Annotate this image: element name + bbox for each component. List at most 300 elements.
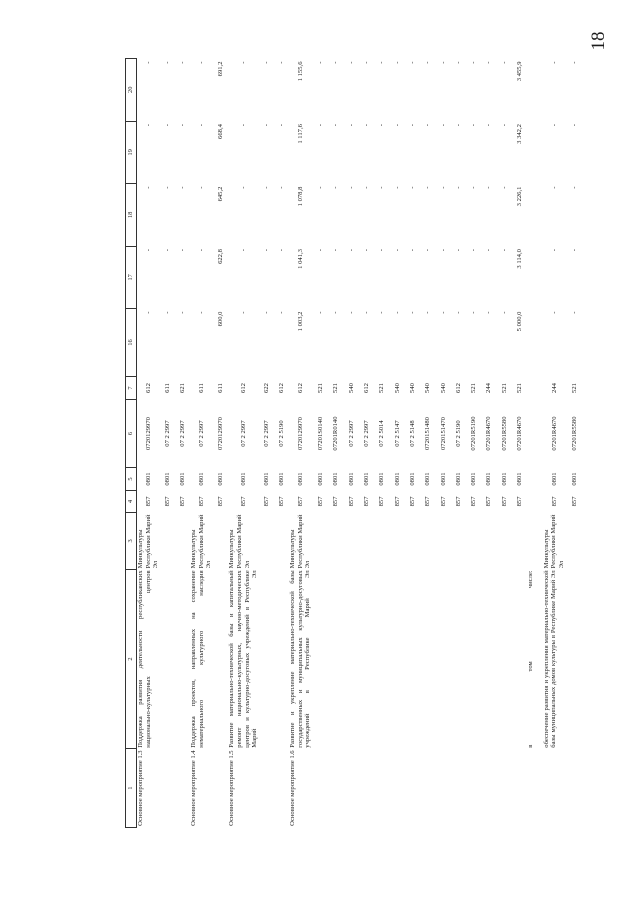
amount-col-16: -: [393, 311, 401, 314]
amount-col-19: -: [424, 124, 432, 127]
activity-description: [274, 569, 289, 748]
header-cell: 19: [126, 121, 137, 183]
amount-col-19: -: [363, 124, 371, 127]
amount-col-20: -: [485, 61, 493, 64]
code-section: 0801: [454, 472, 462, 486]
activity-name: Основное мероприятие 1.6: [289, 750, 297, 826]
activity-description: [344, 569, 359, 748]
table-row: [289, 59, 313, 828]
amount-col-16: -: [277, 311, 285, 314]
header-cell: 17: [126, 246, 137, 308]
amount-col-20: -: [363, 61, 371, 64]
amount-col-19: -: [439, 124, 447, 127]
amount-col-19: -: [550, 124, 558, 127]
budget-table: [125, 58, 582, 828]
code-expense-type: 622: [262, 383, 270, 393]
amount-col-16: 1 003,2: [297, 311, 305, 332]
amount-col-20: [527, 59, 542, 122]
amount-col-18: -: [470, 186, 478, 189]
header-cell: 7: [126, 376, 137, 399]
amount-col-16: -: [332, 311, 340, 314]
code-section: 0801: [163, 472, 171, 486]
responsible-executor: [512, 512, 527, 569]
amount-col-19: -: [454, 124, 462, 127]
header-cell: 18: [126, 184, 137, 246]
amount-col-17: -: [363, 249, 371, 252]
table-row: [390, 59, 405, 828]
code-section: 0801: [550, 472, 558, 486]
table-row: [313, 59, 328, 828]
amount-col-16: -: [439, 311, 447, 314]
code-grbs: 857: [424, 496, 432, 507]
amount-col-19: -: [500, 124, 508, 127]
amount-col-19: [527, 121, 542, 183]
code-target-article: 07 2 5190: [277, 420, 285, 447]
code-section: 0801: [317, 472, 325, 486]
code-target-article: 0720151470: [439, 417, 447, 451]
activity-name: [451, 749, 466, 828]
amount-col-18: -: [332, 186, 340, 189]
activity-name: [259, 749, 274, 828]
code-target-article: 07 2 5148: [408, 420, 416, 447]
responsible-executor: Минкультуры Республики Марий Эл: [289, 514, 312, 569]
responsible-executor: Минкультуры Республики Марий Эл: [137, 514, 160, 569]
code-target-article: 07201R4670: [515, 416, 523, 451]
activity-name: [213, 749, 228, 828]
table-row: [512, 59, 527, 828]
code-section: 0801: [216, 472, 224, 486]
amount-col-20: -: [317, 61, 325, 64]
code-grbs: 857: [277, 496, 285, 507]
table-row: [344, 59, 359, 828]
code-section: 0801: [144, 472, 152, 486]
activity-description: Поддержка проектов, направленных на сохранение нематериального культурного наследия: [190, 570, 205, 748]
amount-col-16: -: [144, 311, 152, 314]
amount-col-19: 3 342,2: [515, 124, 523, 144]
responsible-executor: Минкультуры Республики Марий Эл: [228, 514, 251, 569]
amount-col-19: -: [317, 124, 325, 127]
amount-col-20: -: [262, 61, 270, 64]
amount-col-17: 3 114,0: [515, 249, 523, 269]
table-row: [359, 59, 374, 828]
code-grbs: 857: [500, 496, 508, 507]
amount-col-19: -: [163, 124, 171, 127]
amount-col-20: -: [144, 61, 152, 64]
amount-col-20: -: [347, 61, 355, 64]
header-cell: 2: [126, 569, 137, 748]
code-section: 0801: [515, 472, 523, 486]
code-expense-type: 521: [332, 383, 340, 393]
code-target-article: 0720151480: [424, 417, 432, 451]
amount-col-19: -: [393, 124, 401, 127]
activity-description: [359, 569, 374, 748]
table-row: [436, 59, 451, 828]
code-grbs: 857: [239, 496, 247, 507]
code-expense-type: 612: [239, 383, 247, 393]
code-grbs: 857: [178, 496, 186, 507]
code-expense-type: 521: [570, 383, 578, 393]
header-cell: 16: [126, 309, 137, 377]
code-section: 0801: [500, 472, 508, 486]
amount-col-18: -: [570, 186, 578, 189]
activity-name: [497, 749, 512, 828]
code-section: 0801: [470, 472, 478, 486]
table-row: [527, 59, 542, 828]
code-expense-type: 621: [178, 383, 186, 393]
code-section: 0801: [570, 472, 578, 486]
activity-description: [451, 569, 466, 748]
amount-col-16: -: [424, 311, 432, 314]
amount-col-19: -: [347, 124, 355, 127]
amount-col-16: -: [178, 311, 186, 314]
code-section: 0801: [378, 472, 386, 486]
amount-col-18: -: [408, 186, 416, 189]
header-cell: 1: [126, 749, 137, 828]
code-grbs: 857: [216, 496, 224, 507]
code-target-article: 0720129970: [297, 417, 305, 451]
amount-col-19: -: [378, 124, 386, 127]
table-row: [160, 59, 175, 828]
amount-col-20: 3 455,9: [515, 61, 523, 82]
table-row: [329, 59, 344, 828]
code-target-article: 07201R5580: [570, 416, 578, 451]
amount-col-17: -: [262, 249, 270, 252]
code-expense-type: 540: [408, 383, 416, 393]
code-grbs: 857: [347, 496, 355, 507]
code-section: 0801: [332, 472, 340, 486]
amount-col-20: -: [178, 61, 186, 64]
responsible-executor: [274, 512, 289, 569]
activity-name: [482, 749, 497, 828]
code-grbs: 857: [197, 496, 205, 507]
activity-name: [543, 749, 567, 828]
code-expense-type: 612: [144, 383, 152, 393]
amount-col-20: -: [454, 61, 462, 64]
code-grbs: 857: [454, 496, 462, 507]
code-grbs: 857: [485, 496, 493, 507]
amount-col-19: -: [470, 124, 478, 127]
activity-name: [274, 749, 289, 828]
amount-col-17: -: [197, 249, 205, 252]
amount-col-16: -: [347, 311, 355, 314]
amount-col-20: -: [439, 61, 447, 64]
activity-description: в том числе:: [527, 570, 535, 748]
code-grbs: 857: [332, 496, 340, 507]
code-target-article: 07 2 2997: [347, 420, 355, 447]
code-target-article: 07 2 2997: [363, 420, 371, 447]
code-target-article: 07 2 2997: [197, 420, 205, 447]
activity-description: [313, 569, 328, 748]
code-section: 0801: [297, 472, 305, 486]
code-expense-type: 612: [277, 383, 285, 393]
header-cell: 20: [126, 59, 137, 122]
amount-col-20: -: [570, 61, 578, 64]
responsible-executor: [359, 512, 374, 569]
activity-description: [175, 569, 190, 748]
code-expense-type: 244: [550, 383, 558, 393]
amount-col-18: -: [393, 186, 401, 189]
code-grbs: 857: [363, 496, 371, 507]
code-target-article: 07 2 5014: [378, 420, 386, 447]
code-grbs: 857: [163, 496, 171, 507]
code-grbs: 857: [408, 496, 416, 507]
activity-name: [329, 749, 344, 828]
activity-name: [527, 749, 542, 828]
amount-col-16: -: [408, 311, 416, 314]
table-row: [405, 59, 420, 828]
code-section: 0801: [485, 472, 493, 486]
amount-col-17: -: [239, 249, 247, 252]
amount-col-20: -: [393, 61, 401, 64]
activity-name: [175, 749, 190, 828]
responsible-executor: [160, 512, 175, 569]
code-target-article: 07 2 2997: [163, 420, 171, 447]
table-row: [175, 59, 190, 828]
amount-col-20: -: [239, 61, 247, 64]
activity-description: [160, 569, 175, 748]
table-row: [482, 59, 497, 828]
table-row: [567, 59, 582, 828]
code-expense-type: 521: [317, 383, 325, 393]
table-header-row: [126, 59, 137, 828]
amount-col-16: -: [197, 311, 205, 314]
amount-col-18: -: [454, 186, 462, 189]
code-grbs: [527, 491, 542, 513]
amount-col-20: 691,2: [216, 61, 224, 77]
amount-col-16: -: [363, 311, 371, 314]
amount-col-18: 3 226,1: [515, 186, 523, 207]
table-row: [190, 59, 213, 828]
responsible-executor: [374, 512, 389, 569]
amount-col-18: -: [347, 186, 355, 189]
amount-col-19: -: [178, 124, 186, 127]
amount-col-19: -: [239, 124, 247, 127]
amount-col-17: -: [144, 249, 152, 252]
amount-col-17: 622,8: [216, 249, 224, 264]
header-cell: 4: [126, 491, 137, 513]
activity-name: [313, 749, 328, 828]
activity-description: [420, 569, 435, 748]
code-target-article: 07 2 2997: [239, 420, 247, 447]
activity-description: обеспечение развития и укрепления материально-технической базы муниципальных домов культуры в Республике Марий Эл: [542, 570, 558, 748]
activity-name: [359, 749, 374, 828]
activity-name: [390, 749, 405, 828]
amount-col-18: -: [277, 186, 285, 189]
amount-col-20: -: [277, 61, 285, 64]
code-target-article: 07 2 2997: [178, 420, 186, 447]
code-target-article: 07201R5580: [500, 416, 508, 451]
responsible-executor: [497, 512, 512, 569]
code-expense-type: 611: [216, 383, 224, 393]
activity-description: [567, 569, 582, 748]
code-target-article: [527, 400, 542, 468]
code-target-article: 07201R4670: [550, 416, 558, 451]
amount-col-18: 1 078,8: [297, 186, 305, 207]
activity-description: [482, 569, 497, 748]
amount-col-17: -: [317, 249, 325, 252]
activity-description: [213, 569, 228, 748]
responsible-executor: [451, 512, 466, 569]
amount-col-18: -: [363, 186, 371, 189]
responsible-executor: [436, 512, 451, 569]
amount-col-17: -: [178, 249, 186, 252]
amount-col-19: -: [262, 124, 270, 127]
activity-description: [405, 569, 420, 748]
amount-col-19: 668,4: [216, 124, 224, 139]
amount-col-18: -: [500, 186, 508, 189]
code-expense-type: 611: [163, 383, 171, 393]
amount-col-19: -: [197, 124, 205, 127]
table-row: [543, 59, 567, 828]
responsible-executor: [259, 512, 274, 569]
amount-col-16: -: [550, 311, 558, 314]
activity-description: [436, 569, 451, 748]
responsible-executor: [482, 512, 497, 569]
amount-col-16: -: [500, 311, 508, 314]
amount-col-19: -: [485, 124, 493, 127]
amount-col-18: [527, 184, 542, 246]
amount-col-16: -: [378, 311, 386, 314]
code-expense-type: 612: [297, 383, 305, 393]
activity-description: [259, 569, 274, 748]
amount-col-18: -: [424, 186, 432, 189]
amount-col-18: -: [485, 186, 493, 189]
activity-description: [374, 569, 389, 748]
code-section: 0801: [277, 472, 285, 486]
activity-description: Развитие и укрепление материально-технической базы государственных и муниципальных культурно-досуговых учреждений в Республике Марий Эл: [289, 570, 312, 748]
code-expense-type: 521: [515, 383, 523, 393]
table-row: [420, 59, 435, 828]
amount-col-17: -: [378, 249, 386, 252]
activity-description: [390, 569, 405, 748]
amount-col-18: -: [550, 186, 558, 189]
amount-col-20: -: [550, 61, 558, 64]
table-row: [466, 59, 481, 828]
code-expense-type: 540: [439, 383, 447, 393]
code-target-article: 07 2 5147: [393, 420, 401, 447]
table-row: [259, 59, 274, 828]
activity-name: [567, 749, 582, 828]
code-section: 0801: [408, 472, 416, 486]
amount-col-17: -: [424, 249, 432, 252]
amount-col-17: -: [277, 249, 285, 252]
code-grbs: 857: [393, 496, 401, 507]
amount-col-17: -: [439, 249, 447, 252]
code-target-article: 07 2 2997: [262, 420, 270, 447]
code-grbs: 857: [144, 496, 152, 507]
table-row: [228, 59, 258, 828]
activity-name: [405, 749, 420, 828]
activity-name: [160, 749, 175, 828]
code-target-article: 07 2 5190: [454, 420, 462, 447]
responsible-executor: Минкультуры Республики Марий Эл: [190, 514, 213, 569]
code-grbs: 857: [439, 496, 447, 507]
activity-name: [344, 749, 359, 828]
amount-col-17: -: [163, 249, 171, 252]
table-body: [137, 59, 583, 828]
responsible-executor: [213, 512, 228, 569]
activity-name: [374, 749, 389, 828]
header-cell: 6: [126, 400, 137, 468]
activity-description: [497, 569, 512, 748]
amount-col-17: -: [332, 249, 340, 252]
amount-col-17: 1 041,3: [297, 249, 305, 269]
amount-col-18: -: [178, 186, 186, 189]
amount-col-17: -: [500, 249, 508, 252]
code-grbs: 857: [262, 496, 270, 507]
responsible-executor: [405, 512, 420, 569]
activity-name: [420, 749, 435, 828]
amount-col-20: -: [408, 61, 416, 64]
code-grbs: 857: [515, 496, 523, 507]
table-row: [497, 59, 512, 828]
responsible-executor: [329, 512, 344, 569]
code-section: 0801: [439, 472, 447, 486]
code-target-article: 07201R4670: [485, 416, 493, 451]
code-target-article: 07201S0140: [317, 416, 325, 451]
amount-col-17: -: [470, 249, 478, 252]
code-target-article: 07201R5190: [470, 416, 478, 451]
code-section: [527, 467, 542, 490]
code-grbs: 857: [570, 496, 578, 507]
activity-description: Развитие материально-технической базы и капитальный ремонт национально-культурных, научно-методических центров и культурно-досуговых учреждений в Республике Марий Эл: [228, 570, 259, 748]
code-section: 0801: [363, 472, 371, 486]
header-cell: 3: [126, 512, 137, 569]
amount-col-16: -: [570, 311, 578, 314]
code-grbs: 857: [378, 496, 386, 507]
responsible-executor: [567, 512, 582, 569]
amount-col-18: -: [163, 186, 171, 189]
amount-col-16: -: [454, 311, 462, 314]
activity-name: Основное мероприятие 1.4: [190, 750, 198, 826]
amount-col-19: -: [570, 124, 578, 127]
code-expense-type: 521: [378, 383, 386, 393]
amount-col-16: -: [485, 311, 493, 314]
code-grbs: 857: [550, 496, 558, 507]
amount-col-16: 600,0: [216, 311, 224, 327]
amount-col-19: -: [408, 124, 416, 127]
amount-col-16: -: [163, 311, 171, 314]
amount-col-17: [527, 246, 542, 308]
amount-col-17: -: [454, 249, 462, 252]
amount-col-17: -: [570, 249, 578, 252]
amount-col-17: -: [347, 249, 355, 252]
responsible-executor: [175, 512, 190, 569]
amount-col-16: -: [317, 311, 325, 314]
responsible-executor: [420, 512, 435, 569]
code-expense-type: 612: [363, 383, 371, 393]
amount-col-20: -: [470, 61, 478, 64]
code-expense-type: 540: [347, 383, 355, 393]
amount-col-17: -: [485, 249, 493, 252]
activity-name: [466, 749, 481, 828]
code-section: 0801: [262, 472, 270, 486]
amount-col-20: -: [163, 61, 171, 64]
header-cell: 5: [126, 467, 137, 490]
amount-col-17: -: [393, 249, 401, 252]
amount-col-17: -: [408, 249, 416, 252]
amount-col-19: -: [144, 124, 152, 127]
activity-name: Основное мероприятие 1.5: [228, 750, 236, 826]
amount-col-19: -: [277, 124, 285, 127]
page-number: 18: [588, 31, 609, 51]
amount-col-20: -: [332, 61, 340, 64]
amount-col-18: -: [239, 186, 247, 189]
amount-col-16: -: [262, 311, 270, 314]
code-target-article: 07201R0140: [332, 416, 340, 451]
activity-description: [329, 569, 344, 748]
amount-col-18: -: [262, 186, 270, 189]
